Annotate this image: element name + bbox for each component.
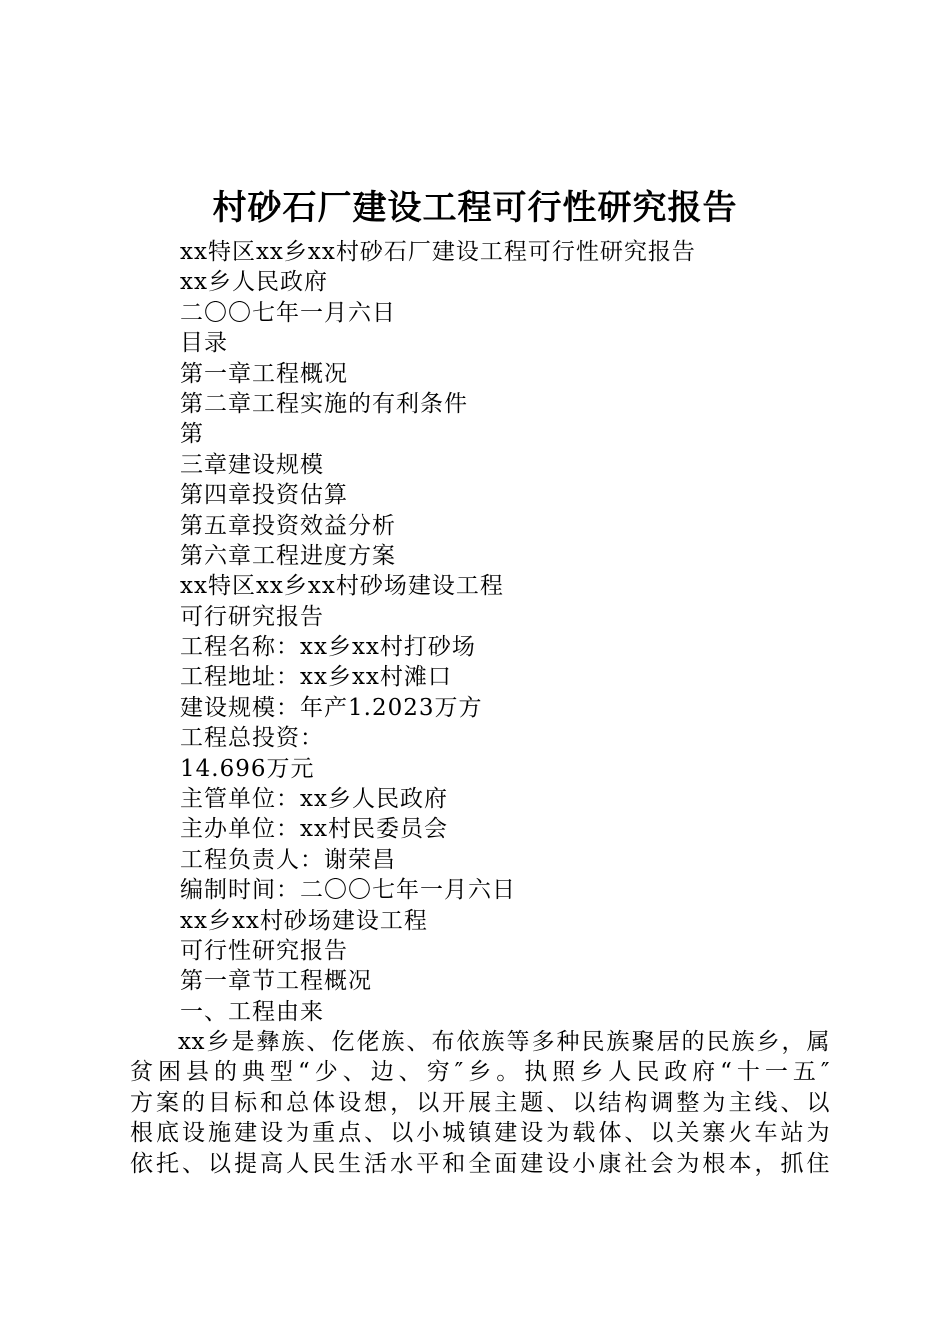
paragraph-line: xx乡是彝族、仡佬族、布依族等多种民族聚居的民族乡，属 xyxy=(178,1029,830,1055)
line-supervising-unit: 主管单位：xx乡人民政府 xyxy=(180,786,448,813)
line-toc-chapter-3: 三章建设规模 xyxy=(180,451,324,478)
line-project-scale: 建设规模：年产1.2023万方 xyxy=(180,694,483,721)
line-total-investment-value: 14.696万元 xyxy=(180,755,315,782)
line-compile-date: 编制时间：二〇〇七年一月六日 xyxy=(180,877,516,904)
line-host-unit: 主办单位：xx村民委员会 xyxy=(180,816,448,843)
line-report-heading: xx特区xx乡xx村砂石厂建设工程可行性研究报告 xyxy=(180,239,696,265)
line-toc-chapter-1: 第一章工程概况 xyxy=(180,360,348,387)
line-project-subheading: 可行研究报告 xyxy=(180,603,324,630)
line-issuer: xx乡人民政府 xyxy=(180,269,328,296)
line-toc-chapter-5: 第五章投资效益分析 xyxy=(180,512,396,539)
line-project-address: 工程地址：xx乡xx村滩口 xyxy=(180,664,452,691)
line-toc-chapter-3-prefix: 第 xyxy=(180,421,204,448)
line-toc-chapter-6: 第六章工程进度方案 xyxy=(180,542,396,569)
line-toc-heading: 目录 xyxy=(180,330,228,357)
paragraph-line: 依托、以提高人民生活水平和全面建设小康社会为根本，抓住 xyxy=(130,1150,830,1177)
line-toc-chapter-2: 第二章工程实施的有利条件 xyxy=(180,390,468,417)
body-paragraph xyxy=(130,1027,830,1179)
line-project-heading-2: xx乡xx村砂场建设工程 xyxy=(180,907,428,934)
line-chapter-1-heading: 第一章节工程概况 xyxy=(180,968,372,995)
document-title: 村砂石厂建设工程可行性研究报告 xyxy=(212,188,738,228)
line-project-subheading-2: 可行性研究报告 xyxy=(180,937,348,964)
line-project-leader: 工程负责人：谢荣昌 xyxy=(180,846,396,873)
document-lines xyxy=(180,237,840,1027)
paragraph-line: 根底设施建设为重点、以小城镇建设为载体、以关寨火车站为 xyxy=(130,1120,830,1147)
line-section-origin: 一、工程由来 xyxy=(180,998,324,1025)
line-total-investment-label: 工程总投资： xyxy=(180,725,324,752)
paragraph-line: 方案的目标和总体设想，以开展主题、以结构调整为主线、以 xyxy=(130,1089,830,1116)
line-date: 二〇〇七年一月六日 xyxy=(180,299,396,326)
line-toc-chapter-4: 第四章投资估算 xyxy=(180,482,348,509)
paragraph-line: 贫困县的典型“少、边、穷″乡。执照乡人民政府“十一五″ xyxy=(130,1059,830,1086)
line-project-name: 工程名称：xx乡xx村打砂场 xyxy=(180,634,476,661)
line-project-heading: xx特区xx乡xx村砂场建设工程 xyxy=(180,573,504,600)
